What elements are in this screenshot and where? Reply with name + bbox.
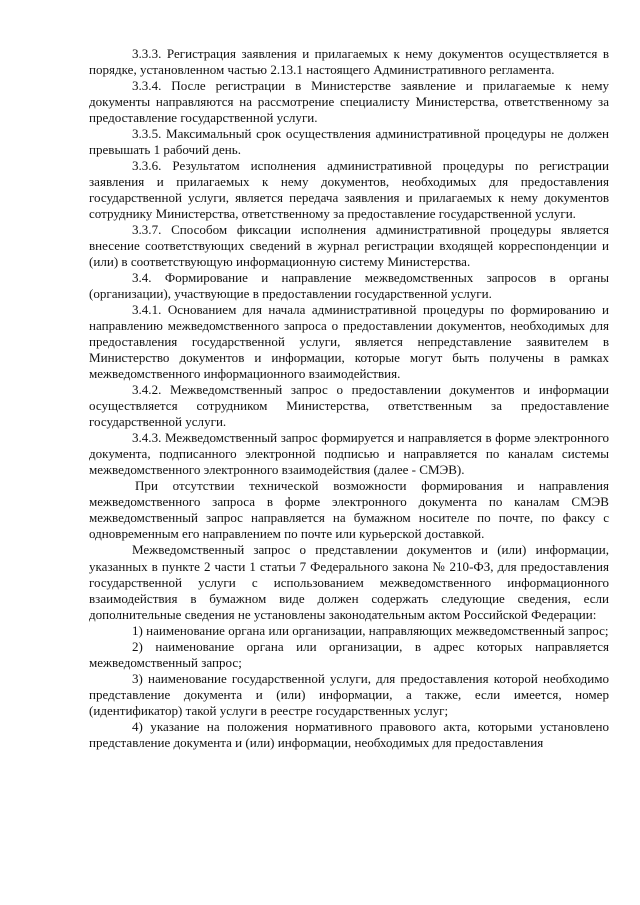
list-item-1: 1) наименование органа или организации, направляющих межведомственный запрос; <box>132 622 609 638</box>
list-item-3: 3) наименование государственной услуги, для предоставления которой необходимо представление документа и (или) информации, а также, если имеется, номер (идентификатор) такой услуги в реестре государственных услуг; <box>89 670 609 718</box>
paragraph-3-3-4: 3.3.4. После регистрации в Министерстве заявление и прилагаемые к нему документы направляются на рассмотрение специалисту Министерства, ответственному за предоставление государственной услуги. <box>89 78 609 126</box>
paragraph-3-4-1: 3.4.1. Основанием для начала административной процедуры по формированию и направлению межведомственного запроса о предоставлении документов, необходимых для предоставления государственной услуги, является непредставление заявителем в Министерство документов и информации, которые могут быть получены в рамках межведомственного информационного взаимодействия. <box>89 302 609 382</box>
paragraph-3-3-6: 3.3.6. Результатом исполнения административной процедуры по регистрации заявления и прилагаемых к нему документов, необходимых для предоставления государственной услуги, является передача заявления и прилагаемых к нему документов сотруднику Министерства, ответственному за предоставление государственной услуги. <box>89 158 609 222</box>
document-body <box>89 46 609 751</box>
paragraph-3-4-3: 3.4.3. Межведомственный запрос формируется и направляется в форме электронного документа, подписанного электронной подписью и направляется по каналам системы межведомственного электронного взаимодействия (далее - СМЭВ). <box>89 430 609 478</box>
paragraph-3-3-3: 3.3.3. Регистрация заявления и прилагаемых к нему документов осуществляется в порядке, установленном частью 2.13.1 настоящего Административного регламента. <box>89 46 609 78</box>
paragraph-no-technical-possibility: При отсутствии технической возможности формирования и направления межведомственного запроса в форме электронного документа по каналам СМЭВ межведомственный запрос направляется на бумажном носителе по почте, по факсу с одновременным его направлением по почте или курьерской доставкой. <box>89 478 609 542</box>
list-item-2: 2) наименование органа или организации, в адрес которых направляется межведомственный запрос; <box>89 638 609 670</box>
paragraph-3-4: 3.4. Формирование и направление межведомственных запросов в органы (организации), участвующие в предоставлении государственной услуги. <box>89 270 609 302</box>
paragraph-3-3-7: 3.3.7. Способом фиксации исполнения административной процедуры является внесение соответствующих сведений в журнал регистрации входящей корреспонденции и (или) в соответствующую информационную систему Министерства. <box>89 222 609 270</box>
paragraph-request-contents: Межведомственный запрос о представлении документов и (или) информации, указанных в пункте 2 части 1 статьи 7 Федерального закона № 210-ФЗ, для предоставления государственной услуги с использованием межведомственного информационного взаимодействия в бумажном виде должен содержать следующие сведения, если дополнительные сведения не установлены законодательным актом Российской Федерации: <box>89 542 609 622</box>
list-item-4: 4) указание на положения нормативного правового акта, которыми установлено представление документа и (или) информации, необходимых для предоставления <box>89 718 609 750</box>
paragraph-3-3-5: 3.3.5. Максимальный срок осуществления административной процедуры не должен превышать 1 рабочий день. <box>89 126 609 158</box>
paragraph-3-4-2: 3.4.2. Межведомственный запрос о предоставлении документов и информации осуществляется сотрудником Министерства, ответственным за предоставление государственной услуги. <box>89 382 609 430</box>
